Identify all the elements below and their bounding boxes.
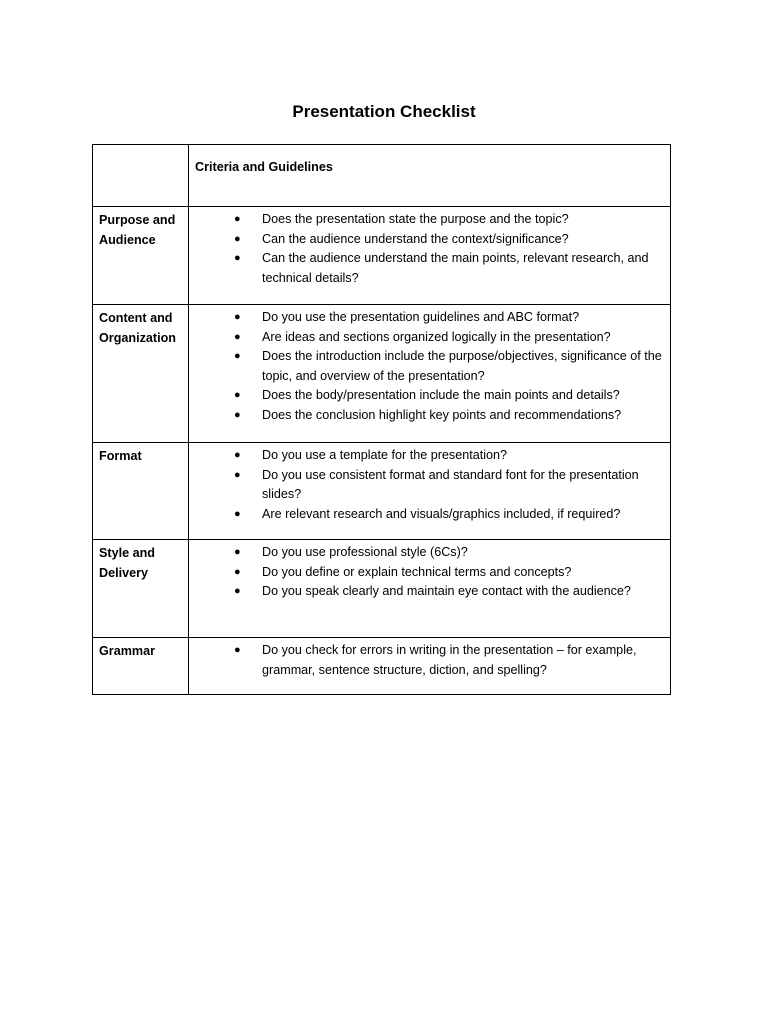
- criteria-cell: [189, 443, 671, 540]
- criteria-text: Can the audience understand the main points, relevant research, and technical details?: [262, 251, 649, 285]
- bullet-icon: ●: [234, 468, 241, 481]
- criteria-list: [189, 308, 662, 425]
- category-label-line: Format: [99, 449, 142, 463]
- list-item: [189, 582, 662, 602]
- page-title: Presentation Checklist: [292, 102, 476, 121]
- criteria-cell: [189, 638, 671, 695]
- column-header-criteria: Criteria and Guidelines: [189, 145, 671, 207]
- checklist-table: [92, 144, 671, 695]
- category-label-line: Content and: [99, 311, 173, 325]
- bullet-icon: ●: [234, 585, 241, 597]
- list-item: [189, 446, 662, 466]
- criteria-text: Do you speak clearly and maintain eye contact with the audience?: [262, 584, 631, 598]
- criteria-text: Do you check for errors in writing in the presentation – for example, grammar, sentence structure, diction, and spelling?: [262, 643, 637, 677]
- table-row: [93, 443, 671, 540]
- category-cell: [93, 207, 189, 305]
- bullet-icon: ●: [234, 449, 241, 461]
- category-cell: [93, 443, 189, 540]
- category-label-line: Organization: [99, 330, 176, 345]
- list-item: [189, 505, 662, 525]
- table-row: [93, 638, 671, 695]
- list-item: [189, 563, 662, 583]
- criteria-text: Does the introduction include the purpose/objectives, significance of the topic, and overview of the presentation?: [262, 349, 662, 383]
- list-item: [189, 406, 662, 426]
- bullet-icon: ●: [234, 330, 241, 343]
- table-header-row: [93, 145, 671, 207]
- category-label-line: Style and: [99, 546, 155, 560]
- criteria-cell: [189, 305, 671, 443]
- empty-header-cell: [93, 145, 189, 207]
- criteria-text: Do you use a template for the presentation?: [262, 448, 508, 462]
- criteria-list: [189, 210, 662, 288]
- criteria-text: Can the audience understand the context/significance?: [262, 231, 569, 246]
- bullet-icon: ●: [234, 507, 241, 520]
- criteria-text: Do you use the presentation guidelines and ABC format?: [262, 310, 580, 324]
- bullet-icon: ●: [234, 213, 241, 225]
- bullet-icon: ●: [234, 252, 241, 264]
- criteria-list: [189, 641, 662, 680]
- list-item: [189, 386, 662, 406]
- criteria-text: Does the body/presentation include the main points and details?: [262, 388, 620, 402]
- bullet-icon: ●: [234, 311, 241, 323]
- bullet-icon: ●: [234, 408, 241, 421]
- list-item: [189, 230, 662, 250]
- list-item: [189, 543, 662, 563]
- category-label-line: Grammar: [99, 644, 156, 658]
- list-item: [189, 328, 662, 348]
- bullet-icon: ●: [234, 565, 241, 578]
- category-label-line: Delivery: [99, 565, 149, 580]
- bullet-icon: ●: [234, 350, 241, 362]
- category-cell: [93, 540, 189, 638]
- criteria-text: Are ideas and sections organized logically in the presentation?: [262, 329, 611, 344]
- category-label-line: Audience: [99, 232, 156, 247]
- table-row: [93, 305, 671, 443]
- criteria-list: [189, 446, 662, 524]
- table-row: [93, 540, 671, 638]
- criteria-text: Do you define or explain technical terms and concepts?: [262, 564, 572, 579]
- bullet-icon: ●: [234, 389, 241, 401]
- list-item: [189, 641, 662, 680]
- list-item: [189, 347, 662, 386]
- criteria-cell: [189, 207, 671, 305]
- criteria-text: Do you use consistent format and standard font for the presentation slides?: [262, 467, 639, 501]
- list-item: [189, 249, 662, 288]
- bullet-icon: ●: [234, 232, 241, 245]
- bullet-icon: ●: [234, 546, 241, 558]
- table-row: [93, 207, 671, 305]
- list-item: [189, 210, 662, 230]
- category-label-line: Purpose and: [99, 213, 176, 227]
- criteria-text: Does the presentation state the purpose and the topic?: [262, 212, 569, 226]
- criteria-text: Are relevant research and visuals/graphics included, if required?: [262, 506, 621, 521]
- criteria-list: [189, 543, 662, 602]
- category-cell: [93, 638, 189, 695]
- list-item: [189, 466, 662, 505]
- category-cell: [93, 305, 189, 443]
- criteria-text: Do you use professional style (6Cs)?: [262, 545, 468, 559]
- criteria-cell: [189, 540, 671, 638]
- bullet-icon: ●: [234, 644, 241, 656]
- list-item: [189, 308, 662, 328]
- criteria-text: Does the conclusion highlight key points and recommendations?: [262, 407, 622, 422]
